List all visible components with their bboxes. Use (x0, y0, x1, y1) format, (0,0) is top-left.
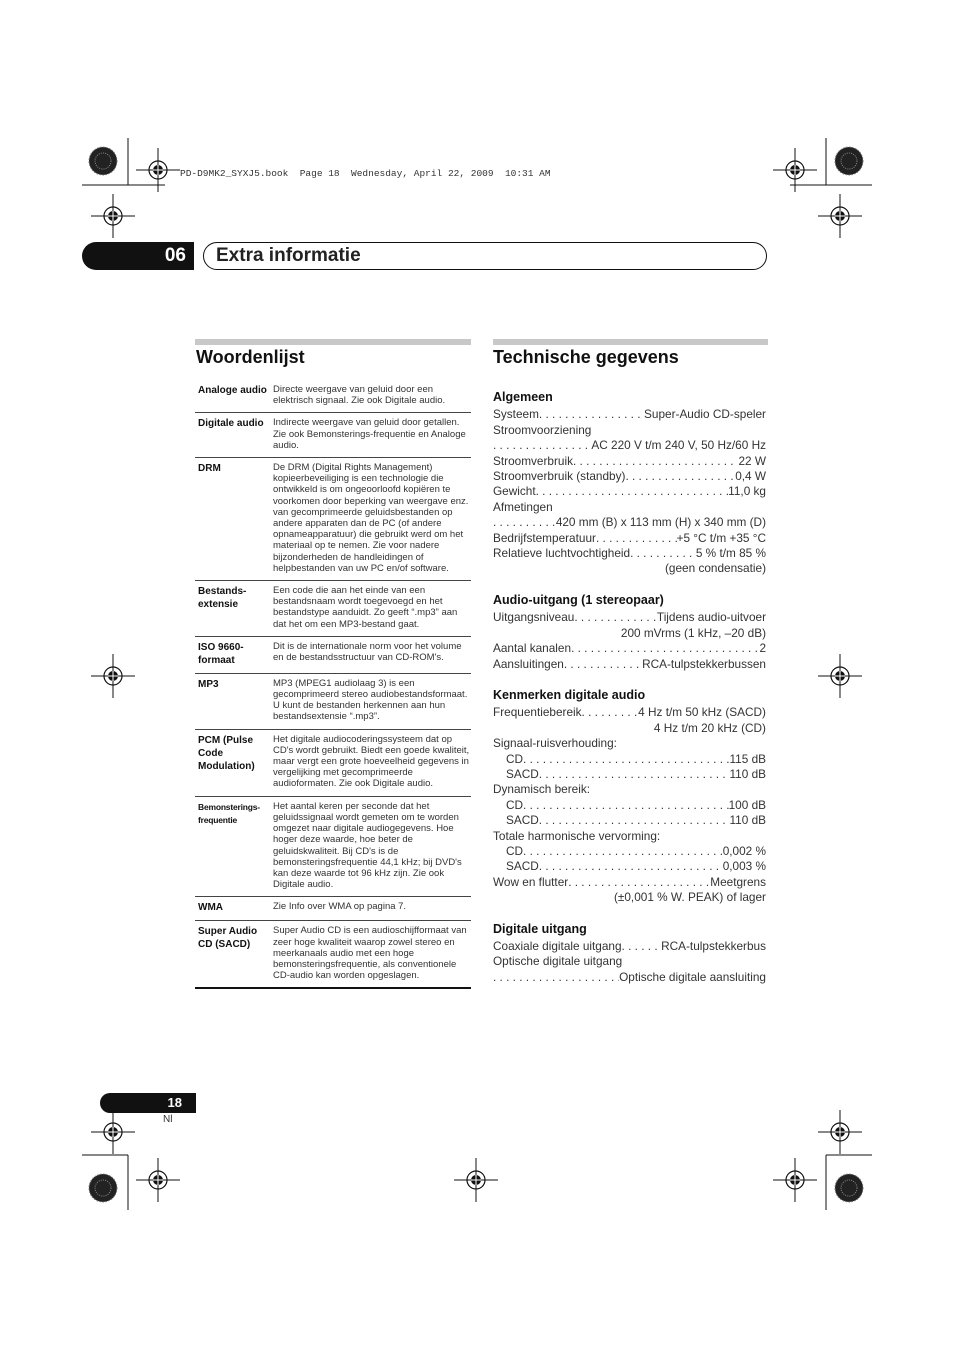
glossary-row (195, 896, 471, 920)
glossary-term: Super Audio CD (SACD) (198, 926, 258, 951)
page-number: 18 (100, 1093, 196, 1113)
spec-line (493, 610, 766, 625)
glossary-term: Analoge audio (198, 385, 267, 396)
spec-note: (±0,001 % W. PEAK) of lager (613, 890, 766, 905)
spec-value: 4 Hz t/m 50 kHz (SACD) (638, 705, 766, 720)
spec-value: Tijdens audio-uitvoer (656, 610, 766, 625)
spec-line (493, 484, 766, 499)
spec-line (493, 641, 766, 656)
specs-heading-general: Algemeen (493, 390, 553, 404)
glossary-section-bar (195, 339, 471, 345)
spec-label: CD (506, 751, 524, 766)
spec-line (493, 939, 766, 954)
glossary-definition: Super Audio CD is een audioschijfformaat van zeer hoge kwaliteit waarop zowel stereo en meerkanaals audio met een hoge bemonsteringsfrequentie, als conventionele CD-audio kan worden opgeslagen. (273, 925, 467, 982)
page-language: Nl (163, 1114, 173, 1125)
spec-label: Totale harmonische vervorming: (493, 828, 661, 843)
spec-value: Meetgrens (710, 874, 766, 889)
spec-label: Systeem (493, 407, 539, 422)
spec-note: 4 Hz t/m 20 kHz (CD) (653, 720, 766, 735)
specs-title: Technische gegevens (493, 347, 679, 367)
spec-value: 110 dB (729, 813, 766, 828)
spec-value: 110 dB (729, 766, 766, 781)
specs-heading-digital-out: Digitale uitgang (493, 921, 587, 936)
spec-note: (geen condensatie) (665, 561, 766, 576)
spec-value: AC 220 V t/m 240 V, 50 Hz/60 Hz (591, 438, 766, 453)
print-slug: PD-D9MK2_SYXJ5.book Page 18 Wednesday, April 22, 2009 10:31 AM (180, 168, 551, 179)
spec-label: Gewicht (493, 484, 536, 499)
spec-label: Aansluitingen (493, 656, 564, 671)
spec-label: SACD (506, 859, 539, 874)
spec-label: Signaal-ruisverhouding: (493, 736, 617, 751)
spec-line (493, 705, 766, 720)
spec-note: 200 mVrms (1 kHz, –20 dB) (620, 625, 766, 640)
glossary-row (195, 673, 471, 729)
glossary-definition: Het digitale audiocoderingssysteem dat op CD's wordt gebruikt. Biedt een goede kwaliteit, maar vergt een grote hoeveelheid gegevens in vergelijking met gecomprimeerde audioformaten. Zie ook Digitale audio. (273, 733, 470, 790)
spec-line (493, 515, 766, 530)
spec-value: 420 mm (B) x 113 mm (H) x 340 mm (D) (555, 515, 766, 530)
spec-label: Aantal kanalen (493, 641, 572, 656)
spec-line (493, 859, 766, 874)
glossary-table (195, 380, 471, 989)
spec-value: 100 dB (728, 797, 766, 812)
spec-value: 2 (759, 641, 766, 656)
glossary-term: PCM (Pulse Code Modulation) (198, 734, 255, 772)
glossary-term: Bestands-extensie (198, 586, 247, 611)
spec-line (493, 438, 766, 453)
spec-label: CD (506, 843, 524, 858)
glossary-term: Digitale audio (198, 418, 264, 430)
glossary-definition: Indirecte weergave van geluid door getallen. Zie ook Bemonsterings-frequentie en Analoge audio. (273, 417, 466, 451)
glossary-term: ISO 9660-formaat (198, 641, 244, 666)
specs-heading-digital-audio: Kenmerken digitale audio (493, 687, 646, 702)
spec-label: Bedrijfstemperatuur (493, 530, 596, 545)
spec-value: Optische digitale aansluiting (619, 969, 766, 984)
spec-line (493, 813, 766, 828)
spec-label: Afmetingen (493, 499, 553, 514)
specs-heading-audio-out: Audio-uitgang (1 stereopaar) (493, 592, 664, 607)
spec-value: 5 % t/m 85 % (695, 546, 766, 561)
spec-label: SACD (506, 766, 539, 781)
specs-list (493, 390, 766, 985)
glossary-definition: Een code die aan het einde van een bestandsnaam wordt toegevoegd en het bestandstype aanduidt. Zo geeft “.mp3” aan dat het om een MP3-bestand gaat. (273, 585, 458, 630)
spec-value: +5 °C t/m +35 °C (676, 530, 766, 545)
glossary-title: Woordenlijst (196, 347, 305, 367)
glossary-row (195, 920, 471, 987)
spec-value: RCA-tulpstekkerbus (661, 939, 766, 953)
spec-line (493, 752, 766, 767)
spec-value: 0,002 % (722, 843, 766, 858)
spec-line (493, 767, 766, 782)
spec-line (493, 531, 766, 546)
glossary-row (195, 796, 471, 897)
spec-line (493, 844, 766, 859)
specs-section-bar (493, 339, 768, 345)
spec-line (493, 454, 766, 469)
spec-label: Dynamisch bereik: (493, 782, 591, 797)
spec-label: Coaxiale digitale uitgang (493, 939, 622, 953)
chapter-number: 06 (82, 242, 194, 270)
spec-value: 22 W (738, 453, 766, 468)
spec-value: 0,4 W (735, 469, 766, 484)
spec-label: Stroomvoorziening (493, 422, 592, 437)
glossary-definition: Dit is de internationale norm voor het volume en de bestandsstructuur van CD-ROM's. (273, 640, 462, 664)
glossary-definition: MP3 (MPEG1 audiolaag 3) is een gecomprimeerd stereo audiobestandsformaat. U kunt de bestanden herkennen aan hun bestandsextensie “.mp3”. (273, 677, 468, 723)
glossary-term: MP3 (198, 678, 219, 690)
spec-value: 115 dB (729, 751, 766, 766)
spec-value: RCA-tulpstekkerbussen (642, 656, 766, 671)
glossary-definition: Het aantal keren per seconde dat het geluidssignaal wordt gemeten om te worden omgezet naar digitale audiogegevens. Hoe hoger deze waarde, hoe beter de geluidskwaliteit. Bij CD's is de bemonsteringsfrequentie 44,1 kHz; bij DVD's kan deze waarde tot 96 kHz zijn. Zie ook Digitale audio. (273, 800, 462, 891)
spec-line (493, 875, 766, 890)
spec-label: Stroomverbruik (493, 453, 573, 468)
spec-line (493, 657, 766, 672)
spec-value: 11,0 kg (728, 484, 766, 499)
glossary-definition: Directe weergave van geluid door een elektrisch signaal. Zie ook Digitale audio. (273, 384, 446, 407)
glossary-row (195, 580, 471, 636)
glossary-term: Bemonsterings-frequentie (198, 801, 260, 825)
spec-label: Uitgangsniveau (493, 610, 575, 625)
spec-line (493, 546, 766, 561)
glossary-row (195, 729, 471, 796)
glossary-row (195, 636, 471, 673)
spec-value: 0,003 % (722, 859, 766, 874)
spec-line (493, 798, 766, 813)
chapter-title: Extra informatie (203, 242, 767, 270)
glossary-row (195, 380, 471, 412)
spec-value: Super-Audio CD-speler (644, 407, 766, 422)
spec-label: Wow en flutter (493, 874, 569, 889)
spec-label: CD (506, 797, 524, 812)
spec-label: SACD (506, 813, 539, 828)
glossary-definition: De DRM (Digital Rights Management) kopieerbeveiliging is een technologie die ontwikkeld is om ongeoorloofd kopiëren te voorkomen door beperking van weergave enz. van gecomprimeerde geluidsbestanden op andere apparaten dan de PC (of andere opnameapparatuur) die gebruikt werd om het materiaal op te nemen. Zie voor nadere bijzonderheden de handleidingen of helpbestanden van uw PC en/of software. (273, 462, 469, 574)
glossary-row (195, 457, 471, 580)
glossary-term: WMA (198, 902, 223, 914)
spec-line (493, 407, 766, 422)
glossary-row (195, 412, 471, 457)
spec-label: Relatieve luchtvochtigheid (493, 546, 631, 561)
glossary-definition: Zie Info over WMA op pagina 7. (273, 901, 407, 913)
glossary-term: DRM (198, 463, 221, 475)
spec-label: Optische digitale uitgang (493, 954, 623, 969)
spec-label: Stroomverbruik (standby) (493, 469, 626, 484)
spec-label: Frequentiebereik (493, 705, 582, 720)
spec-line (493, 970, 766, 985)
spec-line (493, 469, 766, 484)
